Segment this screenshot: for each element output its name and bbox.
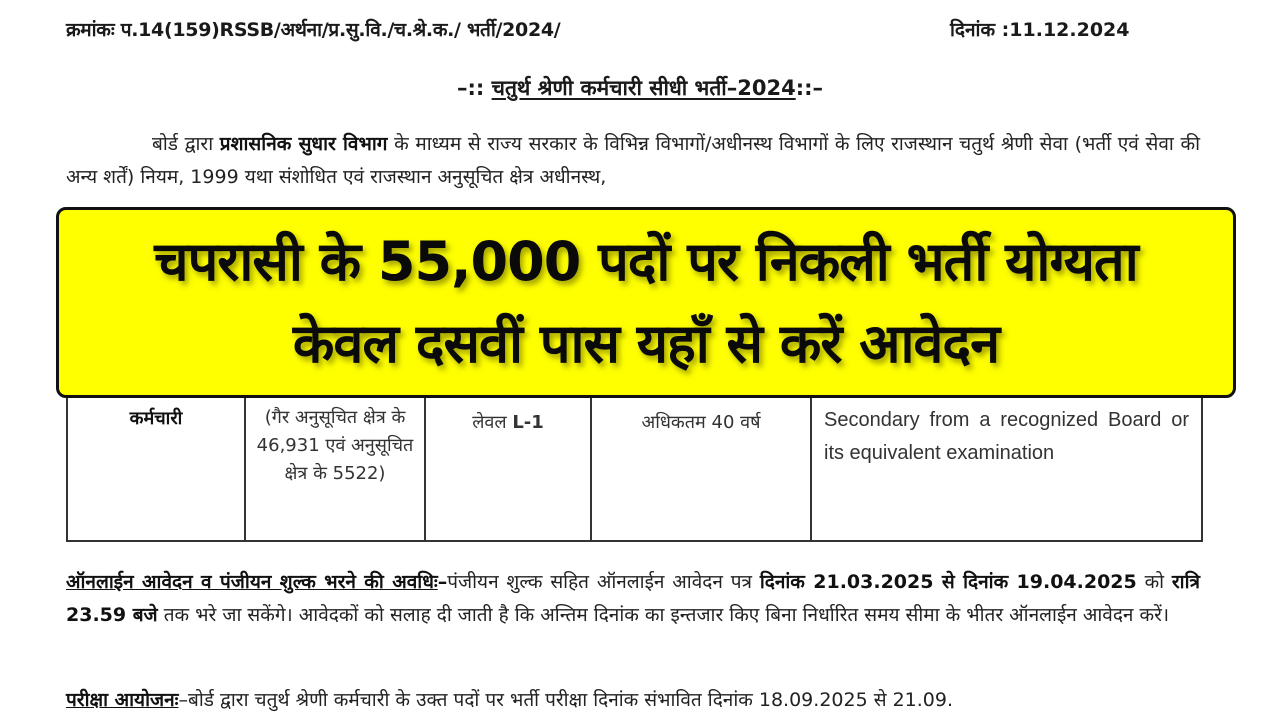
vacancies-cell: (गैर अनुसूचित क्षेत्र के 46,931 एवं अनुसूचित क्षेत्र के 5522): [245, 381, 425, 541]
heading-prefix: –::: [457, 76, 485, 100]
heading-title: चतुर्थ श्रेणी कर्मचारी सीधी भर्ती–2024: [491, 76, 796, 100]
banner-line-2: केवल दसवीं पास यहाँ से करें आवेदन: [292, 311, 1000, 375]
exam-schedule-label: परीक्षा आयोजनः: [66, 689, 179, 711]
pay-level-cell: लेवल L-1: [425, 381, 591, 541]
document-heading: [0, 74, 1280, 102]
department-name: प्रशासनिक सुधार विभाग: [219, 133, 388, 155]
banner-line-1: चपरासी के 55,000 पदों पर निकली भर्ती योग्यता: [154, 229, 1138, 293]
application-deadline-time: रात्रि 23.59 बजे: [66, 571, 1200, 626]
intro-paragraph: बोर्ड द्वारा प्रशासनिक सुधार विभाग के माध्यम से राज्य सरकार के विभिन्न विभागों/अधीनस्थ विभागों के लिए राजस्थान चतुर्थ श्रेणी सेवा (भर्ती एवं सेवा की अन्य शर्तें) नियम, 1999 यथा संशोधित एवं राजस्थान अनुसूचित क्षेत्र अधीनस्थ,: [66, 133, 1200, 188]
post-name-cell: कर्मचारी: [67, 381, 245, 541]
exam-schedule-paragraph: परीक्षा आयोजनः–बोर्ड द्वारा चतुर्थ श्रेणी कर्मचारी के उक्त पदों पर भर्ती परीक्षा दिनांक संभावित दिनांक 18.09.2025 से 21.09.: [66, 689, 954, 711]
vacancy-table: [66, 380, 1203, 542]
reference-number: क्रमांकः प.14(159)RSSB/अर्थना/प्र.सु.वि./च.श्रे.क./ भर्ती/2024/: [66, 19, 561, 41]
qualification-cell: Secondary from a recognized Board or its equivalent examination: [811, 381, 1202, 541]
application-dates: दिनांक 21.03.2025 से दिनांक 19.04.2025: [759, 571, 1137, 593]
age-limit-cell: अधिकतम 40 वर्ष: [591, 381, 811, 541]
issue-date: दिनांक :11.12.2024: [950, 19, 1130, 41]
application-period-label: ऑनलाईन आवेदन व पंजीयन शुल्क भरने की अवधिः: [66, 571, 438, 593]
application-period-paragraph: ऑनलाईन आवेदन व पंजीयन शुल्क भरने की अवधिः–पंजीयन शुल्क सहित ऑनलाईन आवेदन पत्र दिनांक 21.03.2025 से दिनांक 19.04.2025 को रात्रि 23.59 बजे तक भरे जा सकेंगे। आवेदकों को सलाह दी जाती है कि अन्तिम दिनांक का इन्तजार किए बिना निर्धारित समय सीमा के भीतर ऑनलाईन आवेदन करें।: [66, 571, 1200, 626]
table-row: [67, 381, 1202, 541]
headline-banner: [56, 207, 1236, 398]
heading-suffix: ::–: [795, 76, 823, 100]
